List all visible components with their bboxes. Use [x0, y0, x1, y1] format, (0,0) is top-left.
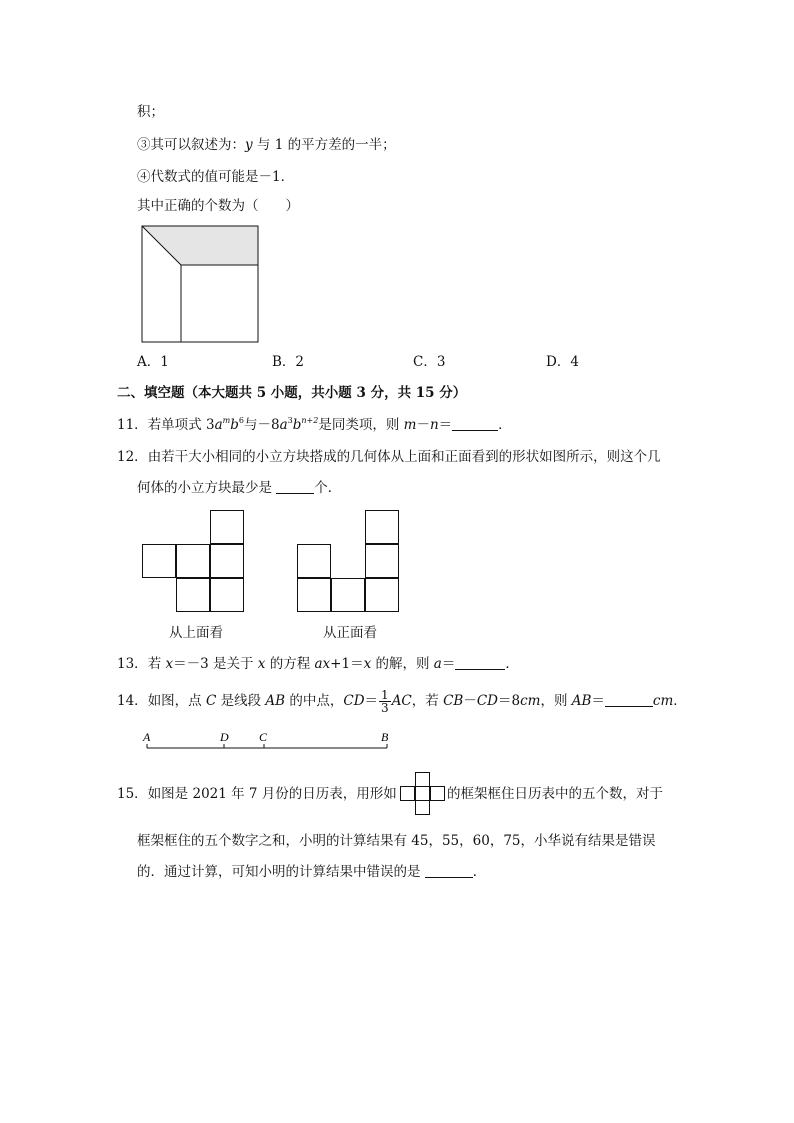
front-view-cell	[331, 578, 365, 612]
q10-statement-4: ④代数式的值可能是－1．	[137, 169, 295, 185]
q10-statement-3: ③其可以叙述为：y 与 1 的平方差的一半；	[137, 137, 396, 153]
q10-question: 其中正确的个数为（ ）	[137, 198, 299, 214]
q15-line-2: 框架框住的五个数字之和，小明的计算结果有 45，55，60，75，小华说有结果是错误	[137, 833, 656, 849]
point-label-b: B	[381, 730, 389, 744]
shaded-trapezoid	[142, 226, 258, 265]
q10-option-b[interactable]: B．2	[272, 354, 305, 370]
cross-frame-icon	[400, 772, 446, 816]
section-2-heading: 二、填空题（本大题共 5 小题，共小题 3 分，共 15 分）	[117, 385, 467, 401]
q14-segment-figure	[140, 728, 396, 754]
top-view-cell	[142, 544, 176, 578]
q13-answer-blank[interactable]	[455, 655, 505, 670]
q15-answer-blank[interactable]	[425, 863, 473, 878]
q15-line-1a: 15．如图是 2021 年 7 月份的日历表，用形如	[117, 786, 397, 802]
q14: 14．如图，点 C 是线段 AB 的中点，CD＝ $\frac{1}{3}$ AC，若 CB－CD＝8cm，则 AB＝ cm．	[117, 688, 687, 715]
q14-answer-blank[interactable]	[605, 692, 653, 707]
q15-line-3: 的．通过计算，可知小明的计算结果中错误的是 ．	[137, 864, 487, 880]
q15-line-1b: 的框架框住日历表中的五个数，对于	[447, 786, 663, 802]
q10-option-a[interactable]: A．1	[137, 354, 169, 370]
top-view-cell	[210, 578, 244, 612]
q10-continuation: 积；	[137, 104, 164, 120]
q10-option-d[interactable]: D．4	[546, 354, 579, 370]
front-view-cell	[365, 578, 399, 612]
front-view-cell	[297, 578, 331, 612]
q11-answer-blank[interactable]	[452, 416, 498, 431]
point-label-d: D	[220, 730, 229, 744]
top-view-cell	[176, 544, 210, 578]
q12-line-1: 12．由若干大小相同的小立方块搭成的几何体从上面和正面看到的形状如图所示，则这个几	[117, 449, 661, 465]
q11: 11．若单项式 $3a^mb^6$与$-8a^3b^{n+2}$是同类项，则 m－n＝ ．	[117, 416, 512, 433]
fraction-one-third: $\frac{1}{3}$	[381, 688, 389, 715]
front-view-label: 从正面看	[323, 625, 377, 641]
point-label-c: C	[259, 730, 268, 744]
top-view-cell	[210, 544, 244, 578]
top-view-label: 从上面看	[169, 625, 223, 641]
front-view-cell	[365, 544, 399, 578]
top-view-cell	[210, 510, 244, 544]
front-view-cell	[365, 510, 399, 544]
q10-square-figure	[141, 225, 259, 343]
top-view-cell	[176, 578, 210, 612]
point-label-a: A	[143, 730, 151, 744]
q13: 13．若 x＝－3 是关于 x 的方程 ax+1＝x 的解，则 a＝ ．	[117, 656, 519, 672]
q12-answer-blank[interactable]	[276, 479, 314, 494]
q10-option-c[interactable]: C．3	[413, 354, 446, 370]
front-view-cell	[297, 544, 331, 578]
q12-line-2: 何体的小立方块最少是 个．	[137, 480, 342, 496]
